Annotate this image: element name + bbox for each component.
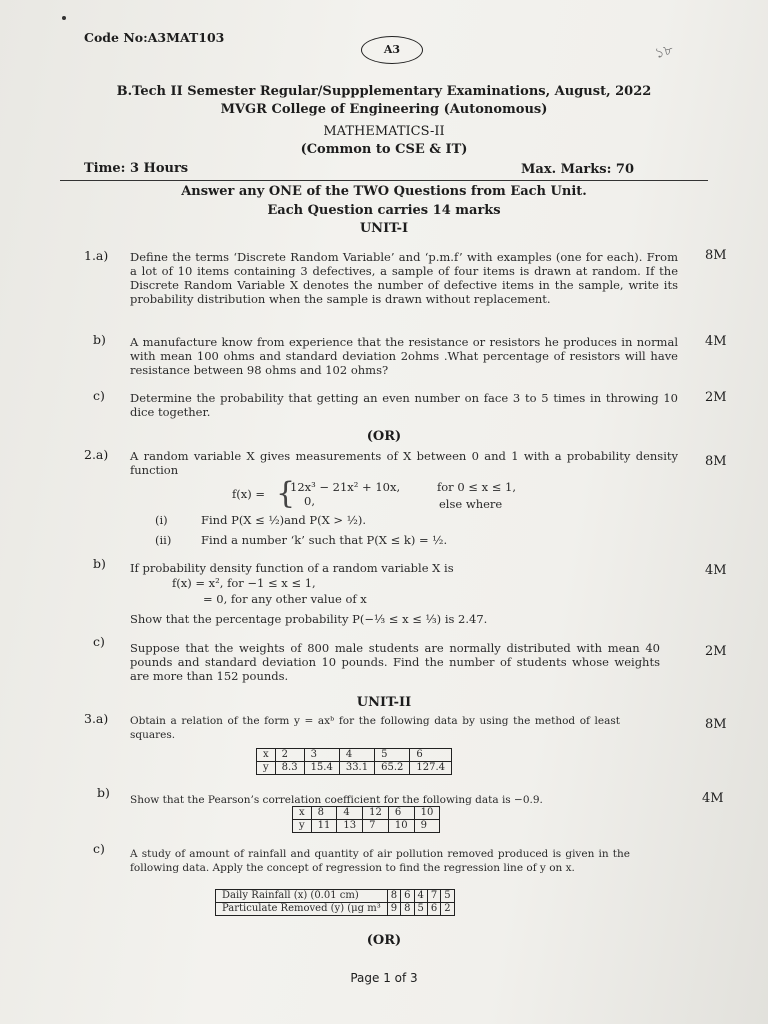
table-cell: 7	[427, 890, 440, 903]
question-marks: 4M	[705, 334, 727, 349]
table-cell: 13	[337, 820, 363, 833]
sub-question-text: Find a number ‘k’ such that P(X ≤ k) = ½.	[201, 533, 448, 547]
table-cell: 65.2	[375, 762, 410, 775]
branches: (Common to CSE & IT)	[300, 142, 468, 157]
table-cell: 8.3	[275, 762, 304, 775]
table-cell: x	[257, 749, 276, 762]
table-row	[216, 903, 455, 916]
header-rule	[60, 180, 708, 181]
sub-question-number: (ii)	[155, 533, 172, 547]
table-row	[293, 820, 440, 833]
table-cell: 8	[387, 890, 400, 903]
question-marks: 4M	[705, 563, 727, 578]
table-cell: 2	[441, 903, 454, 916]
scan-speck	[62, 16, 66, 20]
table-cell: 7	[363, 820, 389, 833]
set-label: A3	[361, 36, 423, 64]
table-row	[257, 749, 452, 762]
question-text-line: f(x) = x², for −1 ≤ x ≤ 1,	[172, 576, 316, 590]
table-cell: 15.4	[304, 762, 339, 775]
instruction-one: Answer any ONE of the TWO Questions from Each Unit.	[181, 184, 587, 199]
question-text-line: Show that the percentage probability P(−⅓ ≤ x ≤ ⅓) is 2.47.	[130, 612, 488, 626]
table-cell: 6	[401, 890, 414, 903]
or-separator: (OR)	[366, 429, 402, 444]
data-table-xy	[292, 806, 440, 833]
table-cell: 4	[339, 749, 374, 762]
sub-question-text: Find P(X ≤ ½)and P(X > ½).	[201, 513, 366, 527]
pdf-case-1: 12x³ − 21x² + 10x,	[290, 480, 401, 494]
question-marks: 8M	[705, 248, 727, 263]
question-number: c)	[93, 634, 105, 649]
table-cell: 8	[311, 807, 337, 820]
question-text: Define the terms ‘Discrete Random Variable’ and ‘p.m.f’ with examples (one for each). From a lot of 10 items containing 3 defectives, a sample of four items is drawn at random. If the Discrete Random Variable X denotes the number of defective items in the sample, write its probability distribution when the sample is drawn without replacement.	[130, 250, 678, 306]
question-text: Determine the probability that getting an even number on face 3 to 5 times in throwing 10 dice together.	[130, 391, 678, 419]
question-number: 3.a)	[84, 711, 109, 726]
pdf-condition-1: for 0 ≤ x ≤ 1,	[437, 480, 517, 494]
table-cell: 10	[388, 820, 414, 833]
question-text-line: = 0, for any other value of x	[203, 592, 367, 606]
table-cell: 9	[414, 820, 440, 833]
or-separator: (OR)	[366, 933, 402, 948]
unit-two-title: UNIT-II	[356, 695, 412, 710]
table-cell: 8	[401, 903, 414, 916]
college-name: MVGR College of Engineering (Autonomous)	[220, 102, 548, 117]
table-cell: 9	[387, 903, 400, 916]
table-row	[293, 807, 440, 820]
sub-question-number: (i)	[155, 513, 168, 527]
table-cell: y	[293, 820, 312, 833]
table-cell: Particulate Removed (y) (μg m³	[216, 903, 388, 916]
time-label: Time: 3 Hours	[84, 161, 189, 176]
pdf-condition-2: else where	[439, 497, 503, 511]
table-cell: 11	[311, 820, 337, 833]
exam-title: B.Tech II Semester Regular/Suppplementary Examinations, August, 2022	[116, 84, 652, 99]
question-marks: 8M	[705, 454, 727, 469]
table-cell: 10	[414, 807, 440, 820]
question-number: 1.a)	[84, 248, 109, 263]
question-marks: 8M	[705, 717, 727, 732]
table-cell: x	[293, 807, 312, 820]
table-cell: 5	[375, 749, 410, 762]
data-table-rainfall	[215, 889, 455, 916]
question-marks: 2M	[705, 644, 727, 659]
question-marks: 4M	[702, 791, 724, 806]
question-number: b)	[93, 332, 106, 347]
table-row	[257, 762, 452, 775]
question-number: c)	[93, 841, 105, 856]
question-text: Suppose that the weights of 800 male students are normally distributed with mean 40 pounds and standard deviation 10 pounds. Find the number of students whose weights are more than 152 pounds.	[130, 641, 660, 683]
question-text: A random variable X gives measurements of X between 0 and 1 with a probability density function	[130, 449, 678, 477]
corner-handwriting: ১৮	[653, 41, 675, 63]
max-marks-label: Max. Marks: 70	[521, 162, 635, 177]
table-cell: 6	[388, 807, 414, 820]
table-cell: 5	[441, 890, 454, 903]
table-cell: Daily Rainfall (x) (0.01 cm)	[216, 890, 388, 903]
data-table-xy	[256, 748, 452, 775]
question-number: b)	[97, 785, 110, 800]
table-cell: 4	[414, 890, 427, 903]
question-number: 2.a)	[84, 447, 109, 462]
instruction-two: Each Question carries 14 marks	[267, 203, 501, 218]
table-cell: 6	[410, 749, 452, 762]
question-number: c)	[93, 388, 105, 403]
table-cell: 2	[275, 749, 304, 762]
table-cell: 127.4	[410, 762, 452, 775]
table-cell: 33.1	[339, 762, 374, 775]
pdf-case-2: 0,	[304, 494, 315, 508]
brace-icon: {	[276, 476, 296, 511]
question-text: A study of amount of rainfall and quantity of air pollution removed produced is given in the following data. Apply the concept of regression to find the regression line of y on x.	[130, 848, 630, 874]
unit-one-title: UNIT-I	[359, 221, 409, 236]
question-text: A manufacture know from experience that the resistance or resistors he produces in normal with mean 100 ohms and standard deviation 2ohms .What percentage of resistors will have resistance between 98 ohms and 102 ohms?	[130, 335, 678, 377]
pdf-label: f(x) =	[232, 487, 266, 501]
table-cell: 4	[337, 807, 363, 820]
table-cell: 12	[363, 807, 389, 820]
page-number: Page 1 of 3	[350, 971, 418, 985]
question-marks: 2M	[705, 390, 727, 405]
table-cell: 3	[304, 749, 339, 762]
question-text: Show that the Pearson’s correlation coefficient for the following data is −0.9.	[130, 794, 543, 806]
question-text: Obtain a relation of the form y = axᵇ for the following data by using the method of least squares.	[130, 715, 620, 741]
subject-name: MATHEMATICS-II	[323, 124, 445, 139]
code-number: Code No:A3MAT103	[84, 30, 225, 45]
table-cell: 6	[427, 903, 440, 916]
question-text: If probability density function of a random variable X is	[130, 561, 454, 575]
question-number: b)	[93, 556, 106, 571]
table-row	[216, 890, 455, 903]
table-cell: 5	[414, 903, 427, 916]
table-cell: y	[257, 762, 276, 775]
